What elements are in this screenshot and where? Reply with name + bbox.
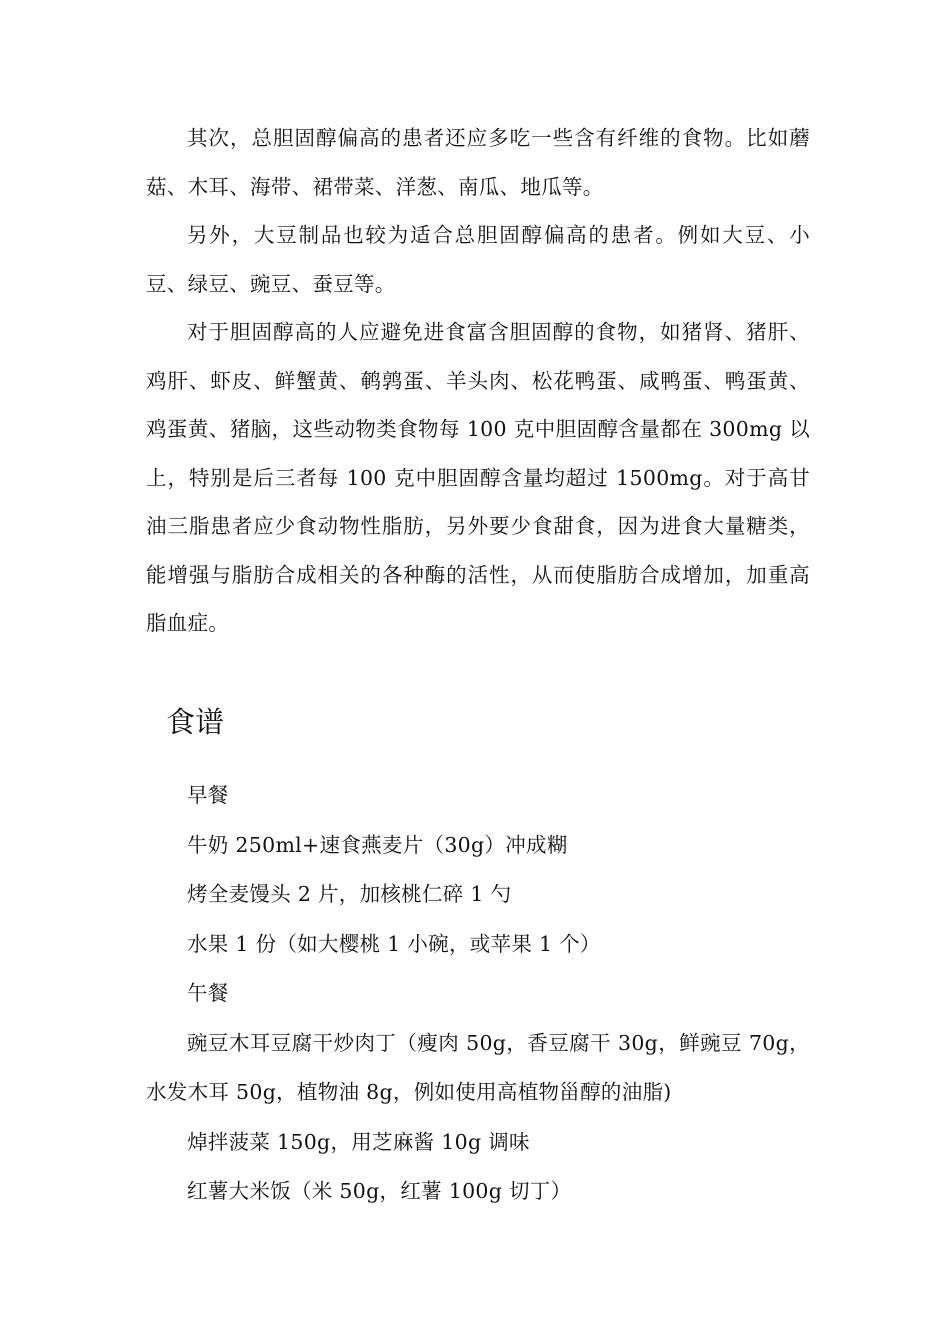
recipe-item: 牛奶 250ml+速食燕麦片（30g）冲成糊 [187,832,568,857]
recipe-item: 焯拌菠菜 150g，用芝麻酱 10g 调味 [187,1129,530,1154]
recipe-item: 红薯大米饭（米 50g，红薯 100g 切丁） [187,1179,572,1203]
paragraph-foods-to-avoid: 对于胆固醇高的人应避免进食富含胆固醇的食物，如猪肾、猪肝、鸡肝、虾皮、鲜蟹黄、鹌鹑蛋、羊头肉、松花鸭蛋、咸鸭蛋、鸭蛋黄、鸡蛋黄、猪脑，这些动物类食物每 100 克中胆固醇含量都在 300mg 以上，特别是后三者每 100 克中胆固醇含量均超过 1500mg。对于高甘油三脂患者应少食动物性脂肪，另外要少食甜食，因为进食大量糖类，能增强与脂肪合成相关的各种酶的活性，从而使脂肪合成增加，加重高脂血症。 [146,320,810,635]
recipe-item: 烤全麦馒头 2 片，加核桃仁碎 1 勺 [187,882,512,906]
section-heading-recipe: 食谱 [166,705,225,739]
paragraph-soy-products: 另外，大豆制品也较为适合总胆固醇偏高的患者。例如大豆、小豆、绿豆、豌豆、蚕豆等。 [146,223,810,296]
recipe-section [146,771,810,1217]
meal-label-lunch: 午餐 [187,981,229,1005]
recipe-item: 豌豆木耳豆腐干炒肉丁（瘦肉 50g，香豆腐干 30g，鲜豌豆 70g，水发木耳 50g，植物油 8g，例如使用高植物甾醇的油脂) [146,1030,810,1104]
paragraph-fiber-foods: 其次，总胆固醇偏高的患者还应多吃一些含有纤维的食物。比如蘑菇、木耳、海带、裙带菜、洋葱、南瓜、地瓜等。 [146,126,810,199]
meal-label-breakfast: 早餐 [187,783,229,807]
intro-section [146,114,810,648]
recipe-item: 水果 1 份（如大樱桃 1 小碗，或苹果 1 个） [187,931,601,956]
